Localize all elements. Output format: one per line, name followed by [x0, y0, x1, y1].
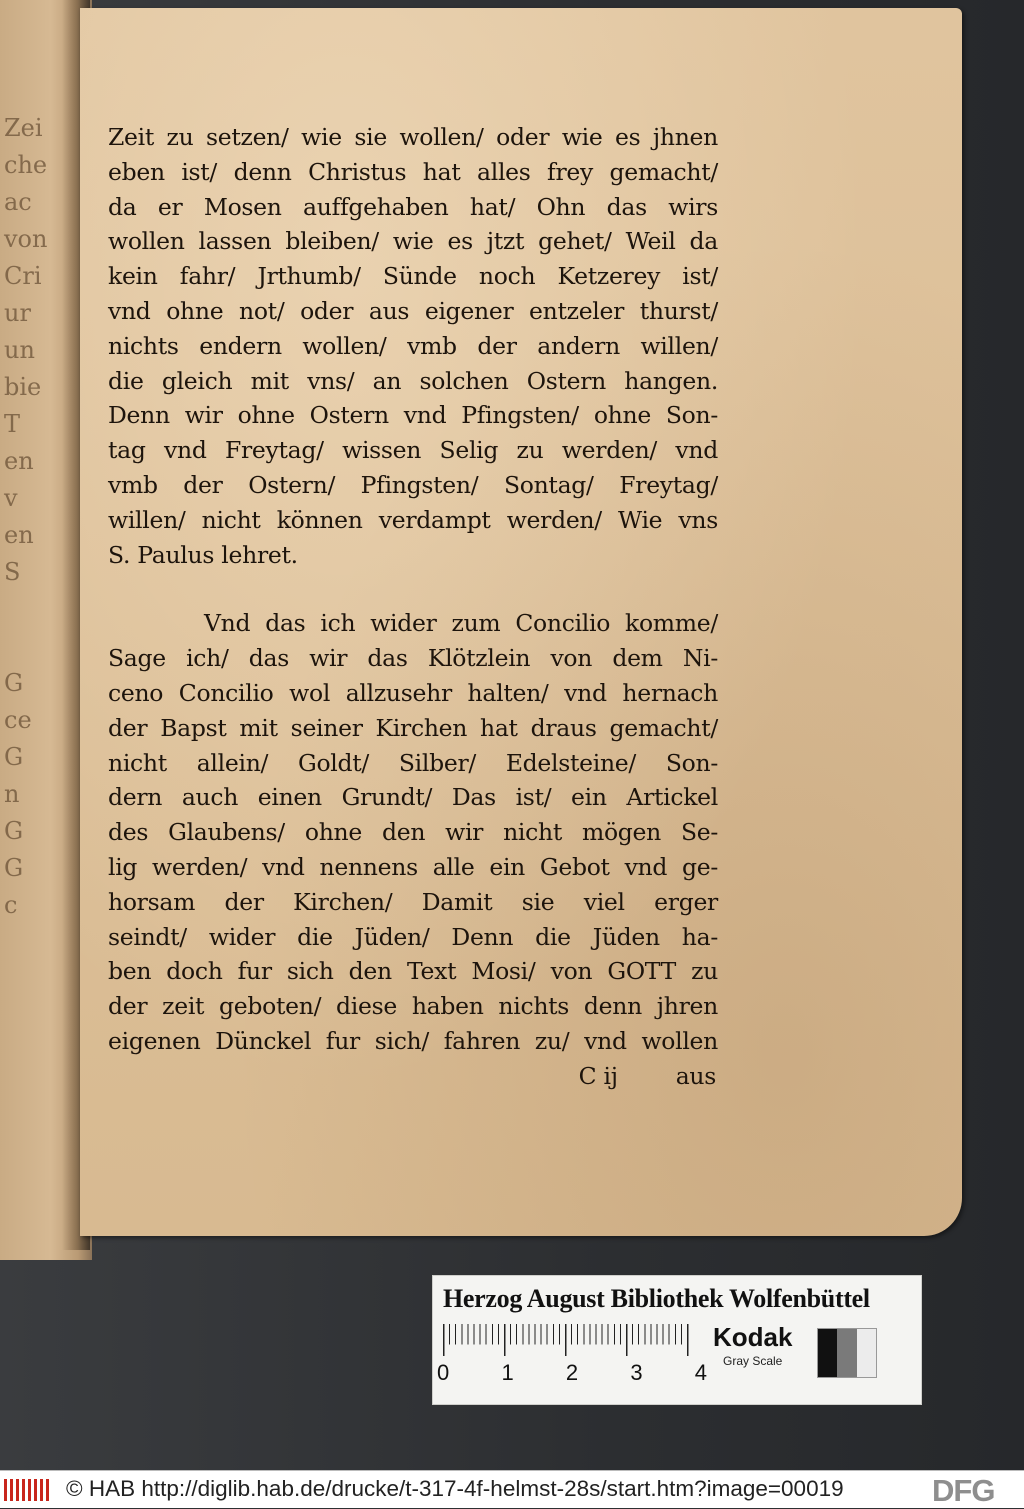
copyright-url[interactable]: © HAB http://diglib.hab.de/drucke/t-317-4f-helmst-28s/start.htm?image=00019	[66, 1476, 844, 1501]
text-line: vmb der Ostern/ Pfingsten/ Sontag/ Freytag/	[108, 470, 718, 499]
text-line: vnd ohne not/ oder aus eigener entzeler thurst/	[108, 296, 718, 325]
text-line: des Glaubens/ ohne den wir nicht mögen Se-	[108, 818, 718, 847]
gray-patch	[857, 1329, 876, 1377]
gray-patches	[817, 1328, 877, 1378]
kodak-logo: Kodak	[713, 1322, 793, 1352]
book-page	[80, 8, 962, 1236]
page-text-block	[108, 120, 718, 1094]
text-line: lig werden/ vnd nennens alle ein Gebot vnd ge-	[108, 852, 718, 881]
signature-mark: C ij	[578, 1061, 618, 1090]
text-line: nichts endern wollen/ vmb der andern willen/	[108, 331, 718, 360]
text-line: die gleich mit vns/ an solchen Ostern hangen.	[108, 366, 718, 395]
facing-page-text: Zei che ac von Cri ur un bie T en v en S G ce G n G G c	[4, 114, 48, 919]
text-line: Zeit zu setzen/ wie sie wollen/ oder wie es jhnen	[108, 123, 718, 151]
gray-scale-label: Gray Scale	[723, 1354, 783, 1368]
ruler-major-ticks	[443, 1324, 693, 1356]
text-line: der zeit geboten/ diese haben nichts denn jhren	[108, 992, 718, 1021]
text-line: willen/ nicht können verdampt werden/ Wie vns	[108, 505, 718, 534]
ruler-digits	[437, 1360, 707, 1386]
text-line: kein fahr/ Jrthumb/ Sünde noch Ketzerey ist/	[108, 262, 718, 291]
dfg-logo: DFG	[932, 1473, 995, 1508]
text-line: da er Mosen auffgehaben hat/ Ohn das wirs	[108, 192, 718, 221]
catchword: aus	[675, 1061, 716, 1090]
text-line: nicht allein/ Goldt/ Silber/ Edelsteine/ Son-	[108, 748, 718, 777]
text-line: ben doch fur sich den Text Mosi/ von GOTT zu	[108, 957, 718, 986]
library-name: Herzog August Bibliothek Wolfenbüttel	[443, 1284, 870, 1313]
text-line: Sage ich/ das wir das Klötzlein von dem Ni-	[108, 644, 718, 673]
text-line: ceno Concilio wol allzusehr halten/ vnd hernach	[108, 678, 718, 707]
text-line: S. Paulus lehret.	[108, 540, 298, 569]
page-footer-line	[108, 1059, 718, 1094]
color-calibration-card	[432, 1275, 922, 1405]
hab-logo-icon	[4, 1479, 50, 1501]
gray-patch	[837, 1329, 856, 1377]
text-line: der Bapst mit seiner Kirchen hat draus gemacht/	[108, 713, 718, 742]
gray-patch	[818, 1329, 837, 1377]
paragraph-gap	[108, 572, 718, 606]
ruler-digit: 3	[630, 1360, 643, 1385]
ruler-digit: 1	[501, 1360, 514, 1385]
text-line: eben ist/ denn Christus hat alles frey gemacht/	[108, 157, 718, 186]
ruler-digit: 0	[437, 1360, 450, 1385]
text-line: tag vnd Freytag/ wissen Selig zu werden/ vnd	[108, 436, 718, 465]
ruler-digit: 4	[694, 1360, 707, 1385]
ruler-digit: 2	[565, 1360, 579, 1385]
text-line: dern auch einen Grundt/ Das ist/ ein Artickel	[108, 783, 718, 812]
footer-bar	[0, 1470, 1024, 1508]
text-line: Denn wir ohne Ostern vnd Pfingsten/ ohne Son-	[108, 401, 718, 430]
text-line: wollen lassen bleiben/ wie es jtzt gehet/ Weil da	[108, 227, 718, 256]
text-line: seindt/ wider die Jüden/ Denn die Jüden ha-	[108, 922, 718, 951]
text-line: Vnd das ich wider zum Concilio komme/	[204, 609, 718, 638]
text-line: eigenen Dünckel fur sich/ fahren zu/ vnd wollen	[108, 1026, 718, 1055]
text-line: horsam der Kirchen/ Damit sie viel erger	[108, 887, 718, 916]
